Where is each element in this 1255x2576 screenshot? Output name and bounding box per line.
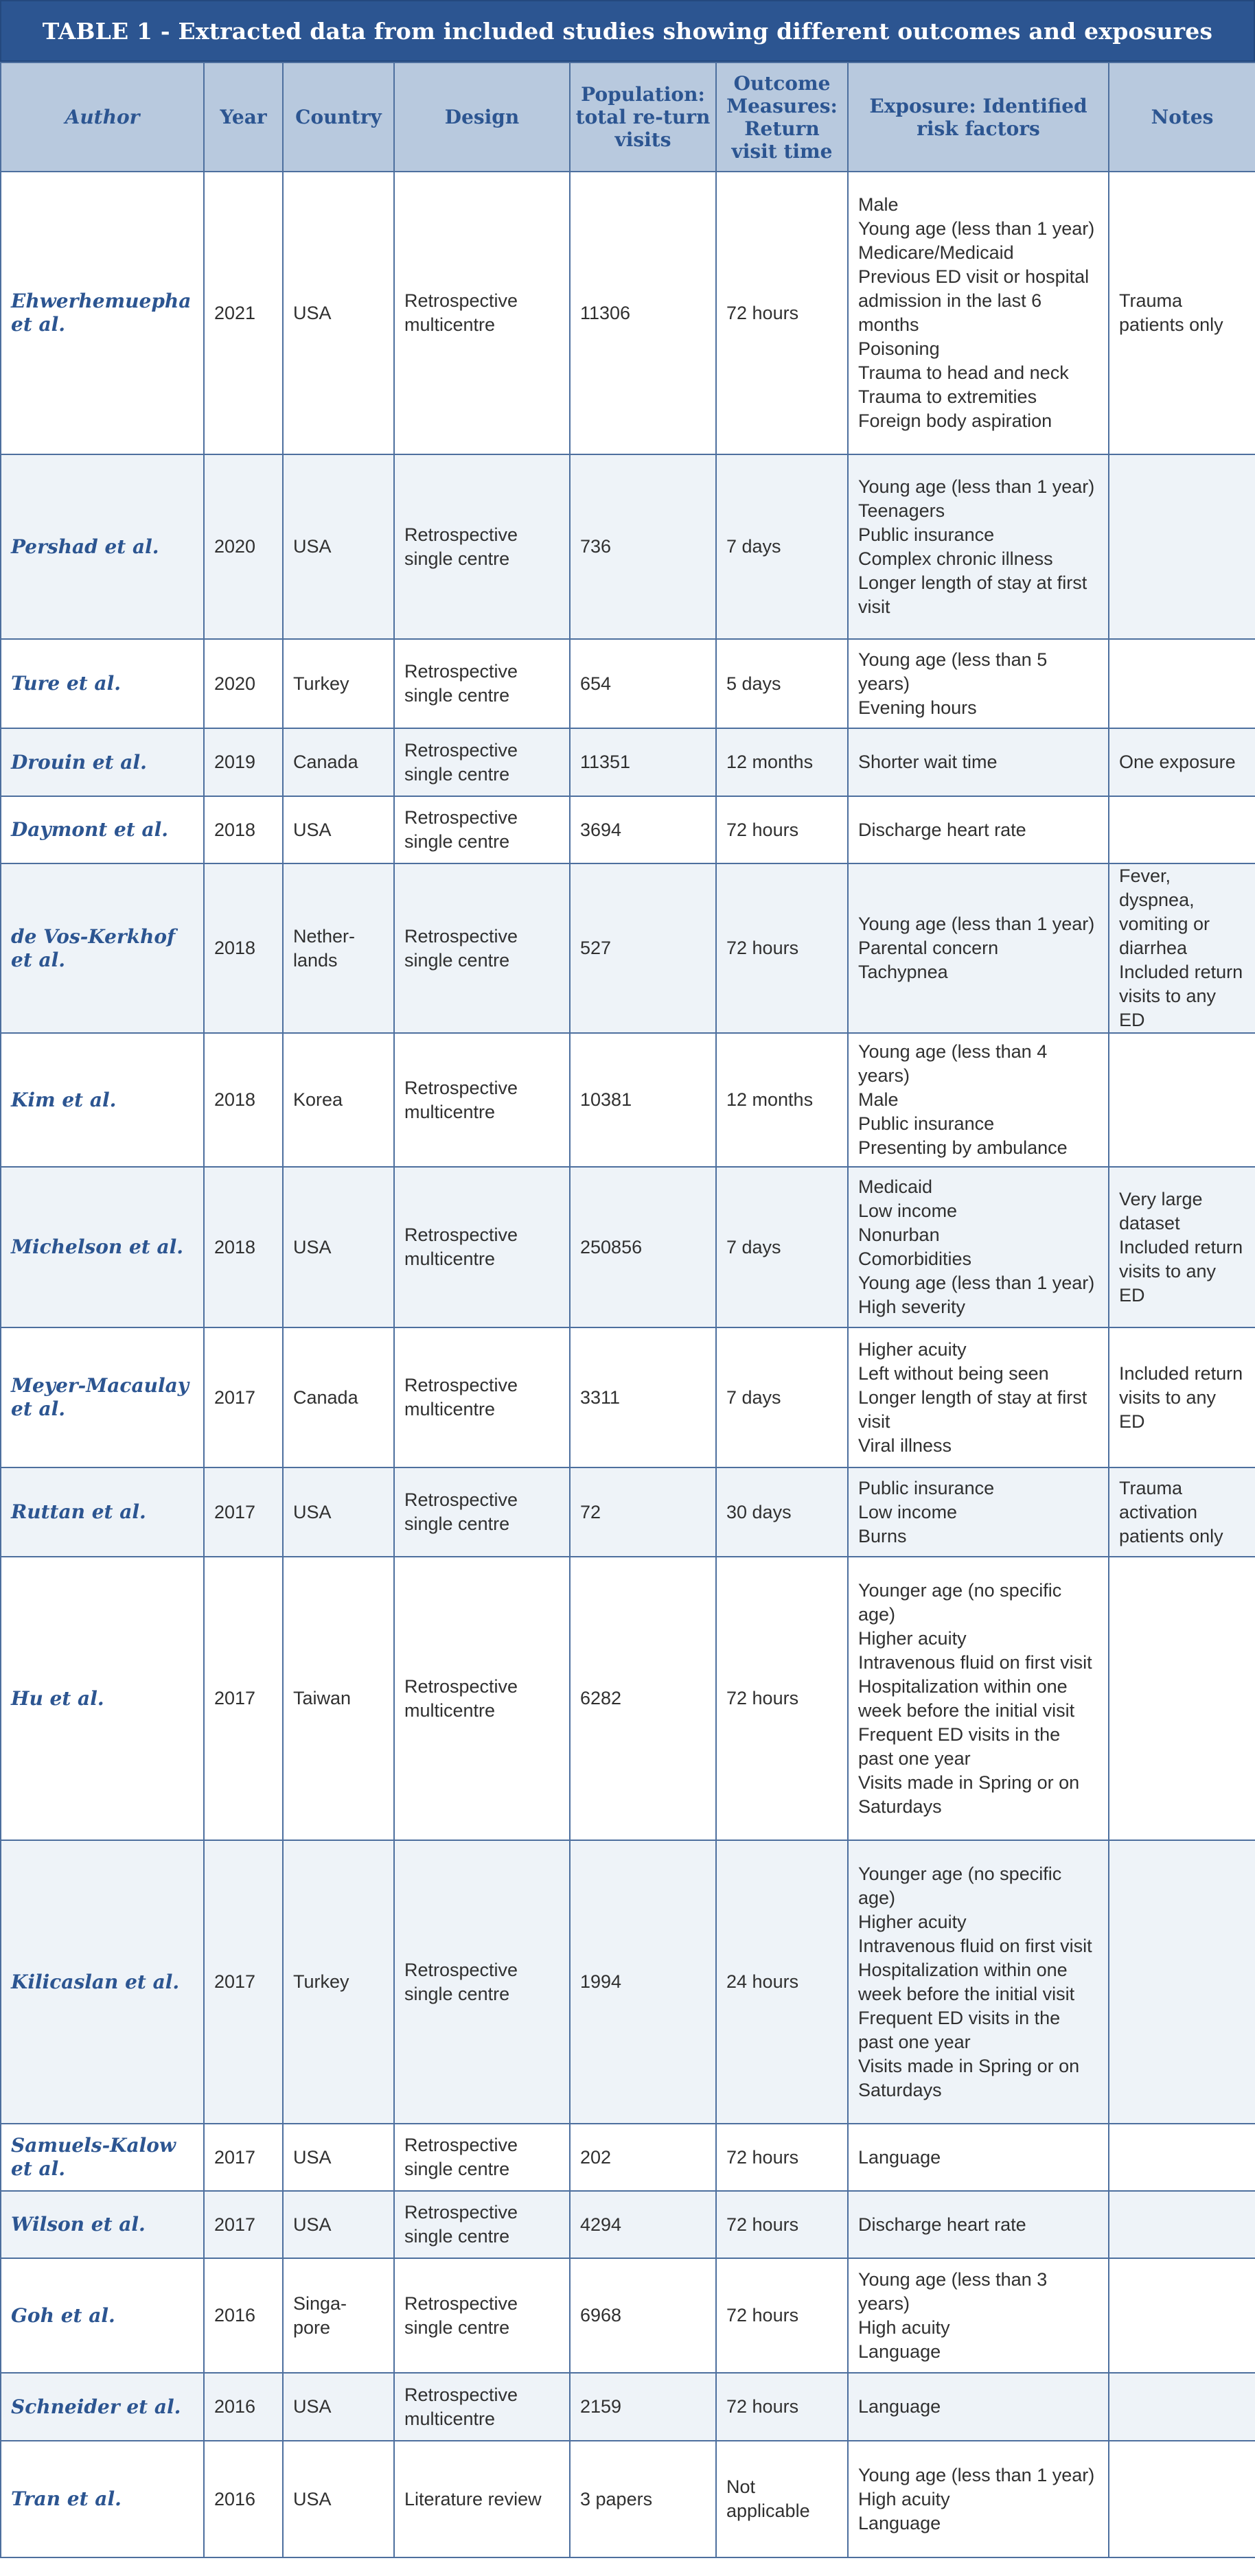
author-cell: Daymont et al. — [1, 796, 204, 863]
author-cell: Schneider et al. — [1, 2373, 204, 2441]
table-row — [1, 1557, 1255, 1840]
exposure-item: Young age (less than 4 years) — [858, 1041, 1048, 1086]
notes-cell — [1109, 1557, 1255, 1840]
year-cell: 2017 — [204, 2191, 283, 2258]
outcome-cell: 72 hours — [716, 2191, 848, 2258]
outcome-cell: 72 hours — [716, 2124, 848, 2191]
author-cell: Wilson et al. — [1, 2191, 204, 2258]
exposure-item: Presenting by ambulance — [858, 1137, 1068, 1158]
outcome-cell: 72 hours — [716, 796, 848, 863]
exposure-item: Trauma to extremities — [858, 386, 1037, 407]
year-cell: 2017 — [204, 1557, 283, 1840]
table-title: TABLE 1 - Extracted data from included studies showing different outcomes and exposures — [0, 0, 1255, 62]
notes-cell: Included return visits to any ED — [1109, 1327, 1255, 1467]
outcome-cell: 7 days — [716, 1167, 848, 1327]
table-row — [1, 2373, 1255, 2441]
header-population: Population: total re-turn visits — [570, 62, 716, 172]
exposure-item: Language — [858, 2341, 941, 2362]
country-cell: USA — [283, 2124, 394, 2191]
country-cell: USA — [283, 796, 394, 863]
author-cell: Hu et al. — [1, 1557, 204, 1840]
exposure-item: Young age (less than 5 years) — [858, 649, 1048, 694]
exposure-item: Longer length of stay at first visit — [858, 572, 1087, 617]
exposure-cell — [848, 2441, 1109, 2557]
design-cell: Retrospective multicentre — [394, 172, 570, 454]
exposure-item: Frequent ED visits in the past one year — [858, 2007, 1061, 2052]
outcome-cell: 72 hours — [716, 1557, 848, 1840]
year-cell: 2017 — [204, 1327, 283, 1467]
population-cell: 654 — [570, 639, 716, 728]
table-body — [1, 172, 1255, 2557]
year-cell: 2018 — [204, 796, 283, 863]
exposure-item: Male — [858, 194, 899, 215]
exposure-cell — [848, 728, 1109, 796]
exposure-item: Foreign body aspiration — [858, 410, 1052, 431]
exposure-item: Younger age (no specific age) — [858, 1863, 1062, 1908]
author-cell: Ehwerhemuepha et al. — [1, 172, 204, 454]
outcome-cell: 12 months — [716, 728, 848, 796]
exposure-item: Comorbidities — [858, 1249, 972, 1269]
population-cell: 250856 — [570, 1167, 716, 1327]
exposure-item: Left without being seen — [858, 1362, 1049, 1384]
population-cell: 527 — [570, 863, 716, 1033]
country-cell: USA — [283, 2373, 394, 2441]
outcome-cell: 72 hours — [716, 863, 848, 1033]
exposure-item: Young age (less than 1 year) — [858, 2464, 1095, 2485]
notes-cell — [1109, 1033, 1255, 1167]
table-row — [1, 863, 1255, 1033]
exposure-item: Hospitalization within one week before the initial visit — [858, 1675, 1075, 1721]
notes-cell — [1109, 454, 1255, 639]
exposure-item: Higher acuity — [858, 1627, 967, 1649]
exposure-item: Language — [858, 2396, 941, 2417]
exposure-item: Medicare/Medicaid — [858, 242, 1014, 263]
table-row — [1, 1327, 1255, 1467]
outcome-cell: 30 days — [716, 1467, 848, 1557]
population-cell: 736 — [570, 454, 716, 639]
exposure-item: Medicaid — [858, 1176, 933, 1197]
population-cell: 10381 — [570, 1033, 716, 1167]
country-cell: USA — [283, 2191, 394, 2258]
author-cell: Ruttan et al. — [1, 1467, 204, 1557]
outcome-cell: 5 days — [716, 639, 848, 728]
outcome-cell: 24 hours — [716, 1840, 848, 2124]
table-row — [1, 2441, 1255, 2557]
exposure-item: Language — [858, 2512, 941, 2533]
studies-table — [0, 62, 1255, 2558]
exposure-cell — [848, 2124, 1109, 2191]
year-cell: 2016 — [204, 2258, 283, 2373]
exposure-item: Parental concern — [858, 938, 999, 958]
country-cell: Taiwan — [283, 1557, 394, 1840]
table-row — [1, 2258, 1255, 2373]
table-row — [1, 2191, 1255, 2258]
exposure-item: Hospitalization within one week before the initial visit — [858, 1959, 1075, 2004]
population-cell: 11306 — [570, 172, 716, 454]
notes-cell: Trauma patients only — [1109, 172, 1255, 454]
author-cell: Goh et al. — [1, 2258, 204, 2373]
country-cell: USA — [283, 172, 394, 454]
population-cell: 11351 — [570, 728, 716, 796]
exposure-item: Higher acuity — [858, 1338, 967, 1360]
year-cell: 2017 — [204, 1840, 283, 2124]
exposure-item: Visits made in Spring or on Saturdays — [858, 2055, 1080, 2100]
exposure-item: Young age (less than 3 years) — [858, 2268, 1048, 2314]
design-cell: Retrospective single centre — [394, 1467, 570, 1557]
table-row — [1, 728, 1255, 796]
author-cell: Michelson et al. — [1, 1167, 204, 1327]
design-cell: Retrospective single centre — [394, 2124, 570, 2191]
exposure-item: Teenagers — [858, 500, 945, 521]
exposure-item: Burns — [858, 1525, 907, 1546]
population-cell: 4294 — [570, 2191, 716, 2258]
population-cell: 6282 — [570, 1557, 716, 1840]
design-cell: Literature review — [394, 2441, 570, 2557]
table-row — [1, 796, 1255, 863]
exposure-item: Visits made in Spring or on Saturdays — [858, 1772, 1080, 1817]
notes-cell — [1109, 2373, 1255, 2441]
year-cell: 2016 — [204, 2441, 283, 2557]
design-cell: Retrospective single centre — [394, 1840, 570, 2124]
header-design: Design — [394, 62, 570, 172]
notes-cell — [1109, 2191, 1255, 2258]
header-author: Author — [1, 62, 204, 172]
year-cell: 2017 — [204, 2124, 283, 2191]
header-country: Country — [283, 62, 394, 172]
exposure-item: Trauma to head and neck — [858, 362, 1069, 383]
header-row — [1, 62, 1255, 172]
year-cell: 2018 — [204, 1033, 283, 1167]
exposure-item: Young age (less than 1 year) — [858, 218, 1095, 239]
country-cell: Singa-pore — [283, 2258, 394, 2373]
year-cell: 2021 — [204, 172, 283, 454]
exposure-cell — [848, 1840, 1109, 2124]
notes-cell: One exposure — [1109, 728, 1255, 796]
author-cell: Ture et al. — [1, 639, 204, 728]
outcome-cell: Not applicable — [716, 2441, 848, 2557]
exposure-cell — [848, 2373, 1109, 2441]
exposure-cell — [848, 172, 1109, 454]
exposure-cell — [848, 863, 1109, 1033]
design-cell: Retrospective single centre — [394, 728, 570, 796]
outcome-cell: 12 months — [716, 1033, 848, 1167]
population-cell: 2159 — [570, 2373, 716, 2441]
author-cell: Kilicaslan et al. — [1, 1840, 204, 2124]
author-cell: Samuels-Kalow et al. — [1, 2124, 204, 2191]
design-cell: Retrospective multicentre — [394, 1167, 570, 1327]
country-cell: USA — [283, 454, 394, 639]
author-cell: Drouin et al. — [1, 728, 204, 796]
design-cell: Retrospective single centre — [394, 796, 570, 863]
exposure-cell — [848, 454, 1109, 639]
exposure-item: High acuity — [858, 2317, 950, 2338]
header-notes: Notes — [1109, 62, 1255, 172]
exposure-item: Public insurance — [858, 1477, 995, 1498]
exposure-item: Complex chronic illness — [858, 548, 1053, 569]
exposure-item: Previous ED visit or hospital admission in the last 6 months — [858, 266, 1090, 335]
year-cell: 2016 — [204, 2373, 283, 2441]
notes-cell — [1109, 2124, 1255, 2191]
year-cell: 2019 — [204, 728, 283, 796]
outcome-cell: 7 days — [716, 454, 848, 639]
exposure-item: Tachypnea — [858, 962, 948, 982]
year-cell: 2018 — [204, 863, 283, 1033]
exposure-cell — [848, 1467, 1109, 1557]
year-cell: 2017 — [204, 1467, 283, 1557]
population-cell: 3311 — [570, 1327, 716, 1467]
exposure-item: Young age (less than 1 year) — [858, 914, 1095, 934]
exposure-cell — [848, 1033, 1109, 1167]
exposure-item: Low income — [858, 1501, 958, 1522]
table-row — [1, 639, 1255, 728]
exposure-cell — [848, 2191, 1109, 2258]
design-cell: Retrospective multicentre — [394, 2373, 570, 2441]
exposure-item: Male — [858, 1089, 899, 1110]
population-cell: 202 — [570, 2124, 716, 2191]
population-cell: 1994 — [570, 1840, 716, 2124]
outcome-cell: 7 days — [716, 1327, 848, 1467]
exposure-item: Intravenous fluid on first visit — [858, 1651, 1092, 1673]
exposure-cell — [848, 1327, 1109, 1467]
exposure-item: Poisoning — [858, 338, 940, 359]
country-cell: USA — [283, 1167, 394, 1327]
exposure-item: Young age (less than 1 year) — [858, 476, 1095, 497]
table-row — [1, 1467, 1255, 1557]
exposure-cell — [848, 639, 1109, 728]
exposure-item: Viral illness — [858, 1435, 952, 1456]
country-cell: Turkey — [283, 1840, 394, 2124]
exposure-item: Higher acuity — [858, 1911, 967, 1932]
notes-cell: Very large dataset Included return visits to any ED — [1109, 1167, 1255, 1327]
exposure-item: Younger age (no specific age) — [858, 1579, 1062, 1625]
header-year: Year — [204, 62, 283, 172]
exposure-item: High acuity — [858, 2488, 950, 2509]
author-cell: Pershad et al. — [1, 454, 204, 639]
outcome-cell: 72 hours — [716, 172, 848, 454]
author-cell: Kim et al. — [1, 1033, 204, 1167]
exposure-item: Public insurance — [858, 524, 995, 545]
exposure-item: Shorter wait time — [858, 752, 998, 772]
exposure-item: Young age (less than 1 year) — [858, 1273, 1095, 1293]
outcome-cell: 72 hours — [716, 2373, 848, 2441]
design-cell: Retrospective multicentre — [394, 1327, 570, 1467]
notes-cell — [1109, 1840, 1255, 2124]
design-cell: Retrospective single centre — [394, 2191, 570, 2258]
exposure-item: Intravenous fluid on first visit — [858, 1935, 1092, 1956]
exposure-item: Evening hours — [858, 697, 977, 718]
population-cell: 6968 — [570, 2258, 716, 2373]
table-row — [1, 1840, 1255, 2124]
notes-cell — [1109, 2441, 1255, 2557]
exposure-cell — [848, 1557, 1109, 1840]
exposure-item: Low income — [858, 1200, 958, 1221]
exposure-cell — [848, 1167, 1109, 1327]
table-row — [1, 1167, 1255, 1327]
country-cell: Turkey — [283, 639, 394, 728]
design-cell: Retrospective single centre — [394, 639, 570, 728]
author-cell: de Vos-Kerkhof et al. — [1, 863, 204, 1033]
country-cell: Canada — [283, 1327, 394, 1467]
population-cell: 72 — [570, 1467, 716, 1557]
notes-cell: Trauma activation patients only — [1109, 1467, 1255, 1557]
year-cell: 2020 — [204, 639, 283, 728]
table-row — [1, 1033, 1255, 1167]
population-cell: 3694 — [570, 796, 716, 863]
exposure-item: Longer length of stay at first visit — [858, 1386, 1087, 1432]
author-cell: Tran et al. — [1, 2441, 204, 2557]
country-cell: Canada — [283, 728, 394, 796]
exposure-item: Discharge heart rate — [858, 2214, 1026, 2235]
design-cell: Retrospective single centre — [394, 863, 570, 1033]
table-row — [1, 454, 1255, 639]
outcome-cell: 72 hours — [716, 2258, 848, 2373]
country-cell: USA — [283, 1467, 394, 1557]
exposure-item: High severity — [858, 1297, 966, 1317]
year-cell: 2018 — [204, 1167, 283, 1327]
table-row — [1, 2124, 1255, 2191]
exposure-item: Public insurance — [858, 1113, 995, 1134]
design-cell: Retrospective single centre — [394, 2258, 570, 2373]
notes-cell: Fever, dyspnea, vomiting or diarrhea Included return visits to any ED — [1109, 863, 1255, 1033]
table-row — [1, 172, 1255, 454]
country-cell: Nether-lands — [283, 863, 394, 1033]
design-cell: Retrospective single centre — [394, 454, 570, 639]
year-cell: 2020 — [204, 454, 283, 639]
notes-cell — [1109, 639, 1255, 728]
notes-cell — [1109, 796, 1255, 863]
design-cell: Retrospective multicentre — [394, 1557, 570, 1840]
author-cell: Meyer-Macaulay et al. — [1, 1327, 204, 1467]
header-outcome: Outcome Measures: Return visit time — [716, 62, 848, 172]
exposure-cell — [848, 2258, 1109, 2373]
header-exposure: Exposure: Identified risk factors — [848, 62, 1109, 172]
population-cell: 3 papers — [570, 2441, 716, 2557]
country-cell: Korea — [283, 1033, 394, 1167]
exposure-item: Nonurban — [858, 1225, 940, 1245]
notes-cell — [1109, 2258, 1255, 2373]
exposure-item: Frequent ED visits in the past one year — [858, 1724, 1061, 1769]
exposure-item: Language — [858, 2146, 941, 2168]
exposure-cell — [848, 796, 1109, 863]
design-cell: Retrospective multicentre — [394, 1033, 570, 1167]
country-cell: USA — [283, 2441, 394, 2557]
exposure-item: Discharge heart rate — [858, 819, 1026, 840]
